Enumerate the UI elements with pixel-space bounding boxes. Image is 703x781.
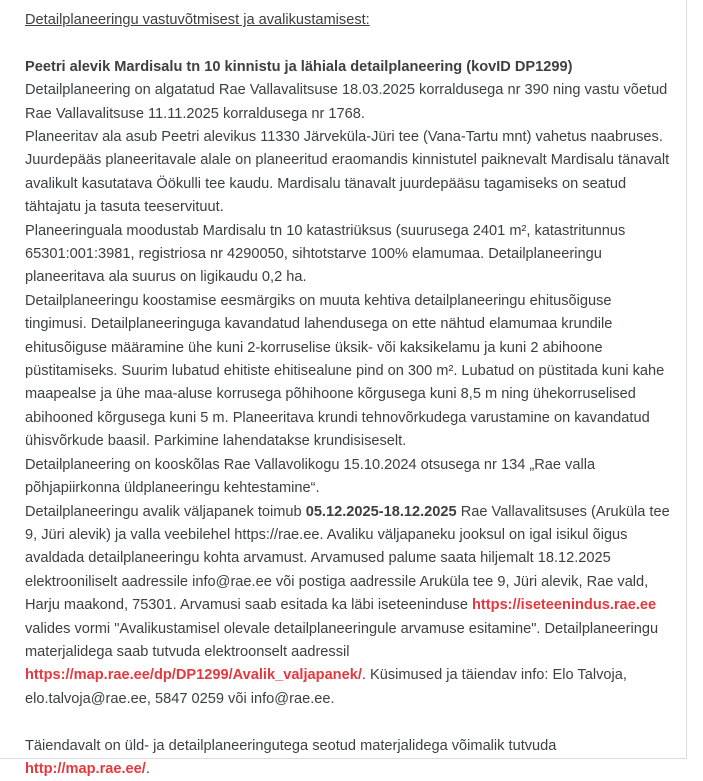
valjapanek-text-3: valides vormi "Avalikustamisel olevale detailplaneeringule arvamuse esitamine". Detailplaneeringu materjalidega saab tutvuda elektroonselt aadressil <box>25 620 659 660</box>
taiendav-text-2: . <box>145 760 150 777</box>
paragraph-algatamine: Detailplaneering on algatatud Rae Vallavalitsuse 18.03.2025 korraldusega nr 390 ning vastu võetud Rae Vallavalitsuse 11.11.2025 korraldusega nr 1768. <box>25 82 668 122</box>
avalik-valjapanek-link[interactable]: https://map.rae.ee/dp/DP1299/Avalik_valjapanek/ <box>25 667 362 684</box>
paragraph-asukoht: Planeeritav ala asub Peetri alevikus 11330 Järveküla-Jüri tee (Vana-Tartu mnt) vahetus naabruses. Juurdepääs planeeritavale alale on planeeritud eraomandis kinnistutel paiknevalt Mardisalu tänavalt avalikult kasutatava Öökulli tee kaudu. Mardisalu tänavalt juurdepääsu tagamiseks on seatud tähtajatu ja tasuta teeservituut. <box>25 129 670 216</box>
valjapanek-text-2: Rae Vallavalitsuses (Aruküla tee 9, Jüri alevik) ja valla veebilehel https://rae.ee. Avaliku väljapaneku jooksul on igal isikul õigus avaldada detailplaneeringu kohta arvamust. Arvamused palume saata hiljemalt 18.12.2025 elektrooniliselt aadressile info@rae.ee või postiga aadressile Aruküla tee 9, Jüri alevik, Rae vald, Harju maakond, 75301. Arvamusi saab esitada ka läbi iseteeninduse <box>25 503 670 614</box>
iseteenindus-link[interactable]: https://iseteenindus.rae.ee <box>472 597 657 614</box>
paragraph-taiendav <box>25 735 671 781</box>
valjapanek-text-1: Detailplaneeringu avalik väljapanek toimub <box>25 503 306 520</box>
paragraph-kooskolas: Detailplaneering on kooskõlas Rae Vallavolikogu 15.10.2024 otsusega nr 134 „Rae valla põhjapiirkonna üldplaneeringu kehtestamine“. <box>25 456 596 497</box>
valjapanek-dates: 05.12.2025-18.12.2025 <box>305 503 457 520</box>
paragraph-eesmark: Detailplaneeringu koostamise eesmärgiks on muuta kehtiva detailplaneeringu ehitusõiguse tingimusi. Detailplaneeringuga kavandatud lahendusega on ette nähtud elamumaa krundile ehitusõiguse määramine ühe kuni 2-korruselise üksik- või kaksikelamu ja kuni 2 abihoone püstitamiseks. Suurim lubatud ehitiste ehitisealune pind on 300 m². Lubatud on püstitada kuni kahe maapealse ja ühe maa-aluse korrusega põhihoone kõrgusega kuni 8,5 m ning ühekorruselised abihooned kõrgusega kuni 5 m. Planeeritava krundi tehnovõrkudega varustamine on kavandatud ühisvõrkude baasil. Parkimine lahendatakse krundisiseselt. <box>25 292 665 450</box>
paragraph-planeeringuala: Planeeringuala moodustab Mardisalu tn 10 katastriüksus (suurusega 2401 m², katastritunnus 65301:001:3981, registriosa nr 4290050, sihtotstarve 100% elamumaa. Detailplaneeringu planeeritava ala suurus on ligikaudu 0,2 ha. <box>25 222 626 286</box>
page-title: Detailplaneeringu vastuvõtmisest ja avalikustamisest: <box>25 12 370 28</box>
paragraph-avalik-valjapanek <box>25 501 671 712</box>
taiendav-text-1: Täiendavalt on üld- ja detailplaneeringutega seotud materjalidega võimalik tutvuda <box>25 737 557 754</box>
valjapanek-text-4: . Küsimused ja täiendav info: Elo Talvoja, elo.talvoja@rae.ee, 5847 0259 või info@rae.ee. <box>25 667 627 707</box>
map-rae-link[interactable]: http://map.rae.ee/ <box>25 760 146 777</box>
plan-heading: Peetri alevik Mardisalu tn 10 kinnistu ja lähiala detailplaneering (kovID DP1299) <box>25 58 573 75</box>
